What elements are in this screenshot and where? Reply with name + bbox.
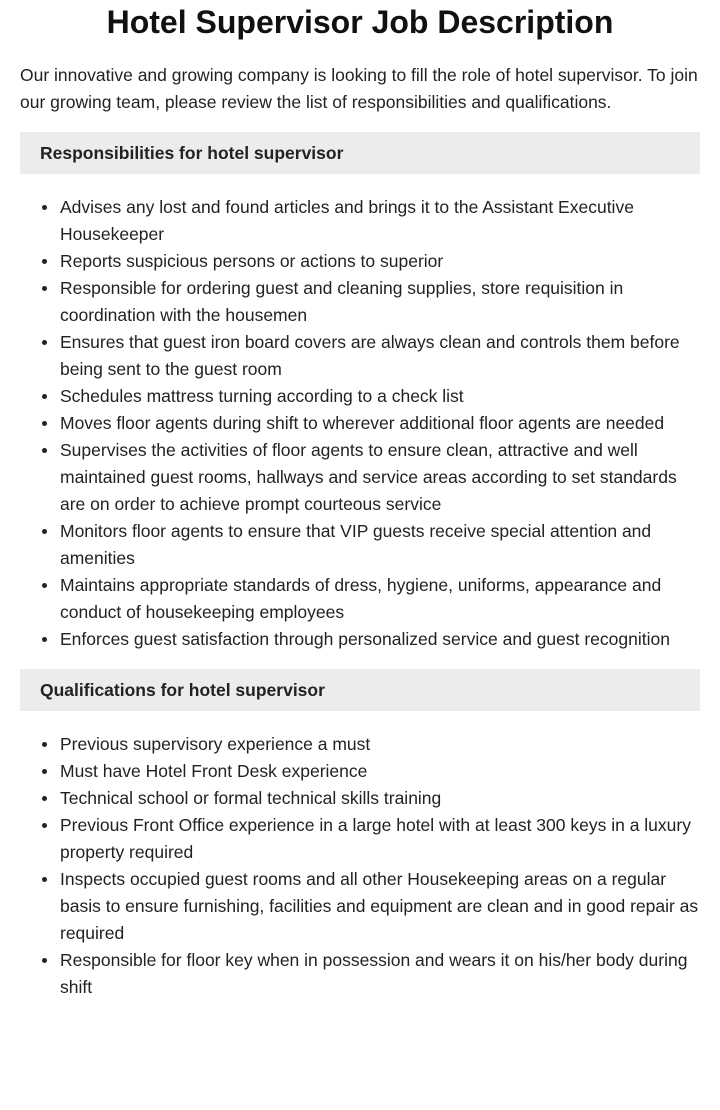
qualifications-list (20, 731, 700, 1001)
list-item: Supervises the activities of floor agents to ensure clean, attractive and well maintained guest rooms, hallways and service areas according to set standards are on order to achieve prompt courteous service (60, 437, 700, 518)
qualifications-heading: Qualifications for hotel supervisor (20, 669, 700, 711)
list-item: Enforces guest satisfaction through personalized service and guest recognition (60, 626, 700, 653)
list-item: Moves floor agents during shift to wherever additional floor agents are needed (60, 410, 700, 437)
list-item: Reports suspicious persons or actions to superior (60, 248, 700, 275)
list-item: Previous supervisory experience a must (60, 731, 700, 758)
page-title: Hotel Supervisor Job Description (106, 4, 614, 40)
list-item: Maintains appropriate standards of dress, hygiene, uniforms, appearance and conduct of housekeeping employees (60, 572, 700, 626)
list-item: Monitors floor agents to ensure that VIP guests receive special attention and amenities (60, 518, 700, 572)
list-item: Ensures that guest iron board covers are always clean and controls them before being sent to the guest room (60, 329, 700, 383)
responsibilities-list (20, 194, 700, 653)
list-item: Responsible for ordering guest and cleaning supplies, store requisition in coordination with the housemen (60, 275, 700, 329)
list-item: Schedules mattress turning according to a check list (60, 383, 700, 410)
list-item: Responsible for floor key when in possession and wears it on his/her body during shift (60, 947, 700, 1001)
list-item: Technical school or formal technical skills training (60, 785, 700, 812)
list-item: Previous Front Office experience in a large hotel with at least 300 keys in a luxury property required (60, 812, 700, 866)
list-item: Must have Hotel Front Desk experience (60, 758, 700, 785)
responsibilities-heading: Responsibilities for hotel supervisor (20, 132, 700, 174)
intro-paragraph: Our innovative and growing company is looking to fill the role of hotel supervisor. To join our growing team, please review the list of responsibilities and qualifications. (20, 65, 698, 112)
list-item: Advises any lost and found articles and brings it to the Assistant Executive Housekeeper (60, 194, 700, 248)
list-item: Inspects occupied guest rooms and all other Housekeeping areas on a regular basis to ensure furnishing, facilities and equipment are clean and in good repair as required (60, 866, 700, 947)
